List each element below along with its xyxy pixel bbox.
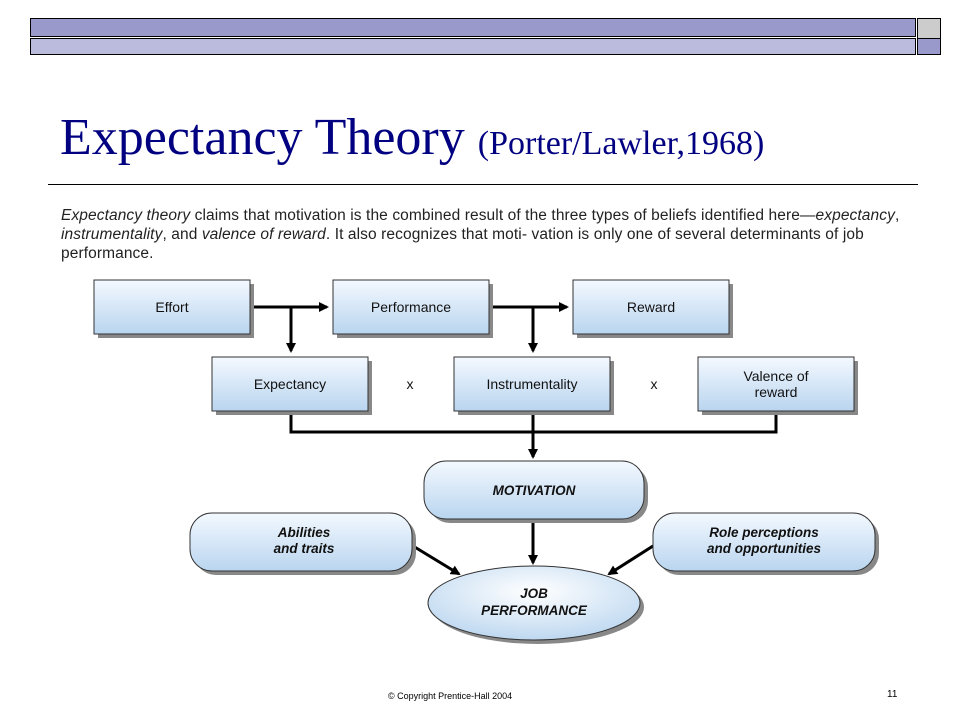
- title-main: Expectancy Theory: [60, 109, 465, 166]
- box-reward: [573, 280, 733, 338]
- box-performance: [333, 280, 493, 338]
- box-motivation: [424, 461, 648, 523]
- box-instrumentality: [454, 357, 614, 415]
- label-valence-line2: reward: [754, 384, 798, 400]
- page-number: 11: [887, 689, 898, 700]
- caption-term-valence: valence of reward: [201, 226, 326, 243]
- box-expectancy: [212, 357, 372, 415]
- caption-text-2: . It also recognizes that moti- vation is only one of several determinants of job performance.: [61, 226, 864, 262]
- arrow-role-performance: [609, 546, 653, 574]
- label-abilities-line2: and traits: [273, 541, 335, 556]
- label-job: JOB: [520, 586, 548, 601]
- caption-term: Expectancy theory: [61, 207, 191, 224]
- box-effort: [94, 280, 254, 338]
- label-role-line1: Role perceptions: [709, 525, 819, 540]
- box-abilities: [190, 513, 416, 575]
- multiply-sign-1: x: [406, 376, 414, 392]
- label-performance-outcome: PERFORMANCE: [481, 603, 587, 618]
- label-effort: Effort: [155, 299, 189, 315]
- label-expectancy: Expectancy: [253, 376, 327, 392]
- caption-term-expectancy: expectancy: [815, 207, 895, 224]
- label-instrumentality: Instrumentality: [486, 376, 578, 392]
- box-valence: [698, 357, 858, 415]
- label-motivation: MOTIVATION: [492, 483, 576, 498]
- caption-term-instrumentality: instrumentality: [61, 226, 163, 243]
- label-role-line2: and opportunities: [707, 541, 821, 556]
- box-role-perceptions: [653, 513, 879, 575]
- label-reward: Reward: [626, 299, 676, 315]
- label-valence-line1: Valence of: [743, 368, 809, 384]
- caption-text-1: claims that motivation is the combined result of the three types of beliefs identified here—: [190, 207, 816, 224]
- multiply-sign-2: x: [650, 376, 658, 392]
- ellipse-job-performance: [428, 566, 644, 644]
- caption-sep-1: ,: [894, 207, 900, 224]
- label-performance: Performance: [370, 299, 452, 315]
- title-subtitle: (Porter/Lawler,1968): [477, 125, 765, 162]
- arrow-abilities-performance: [413, 546, 459, 574]
- copyright-notice: © Copyright Prentice-Hall 2004: [388, 691, 513, 701]
- label-abilities-line1: Abilities: [277, 525, 331, 540]
- caption-sep-2: , and: [162, 226, 202, 243]
